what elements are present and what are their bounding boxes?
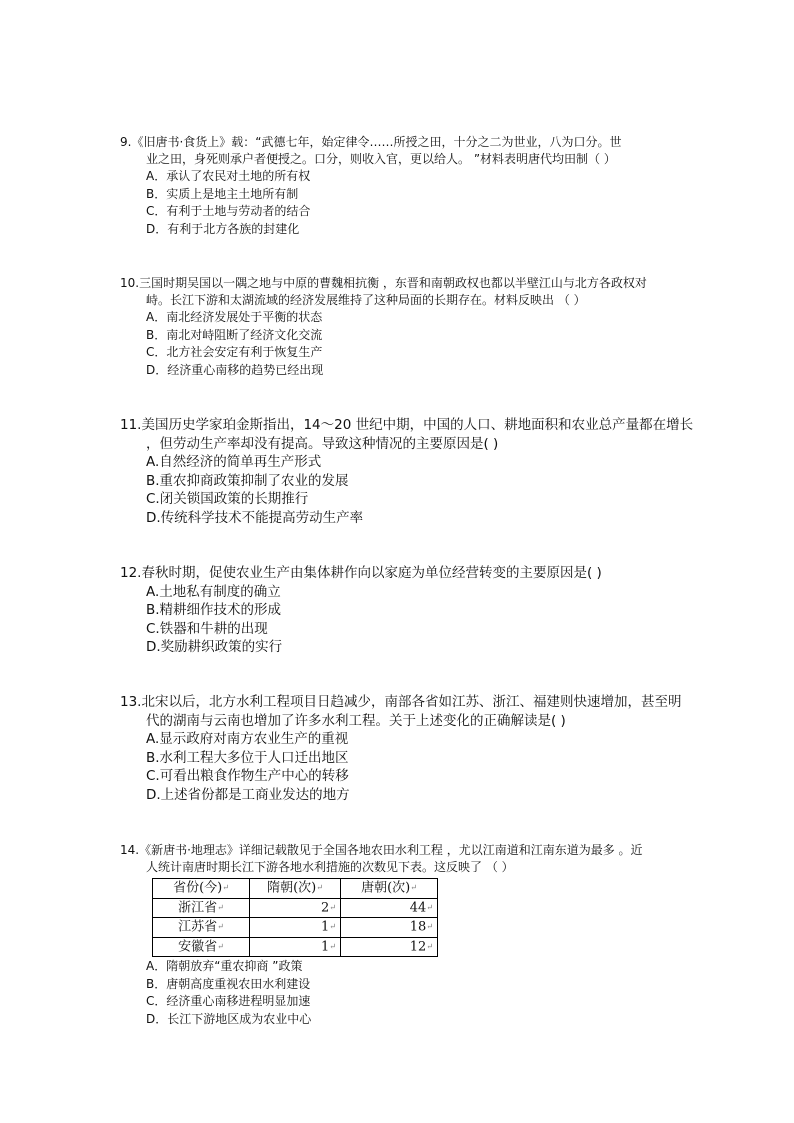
question-14-option-b: B．唐朝高度重视农田水利建设 (146, 976, 311, 991)
question-9 (120, 134, 705, 238)
question-13-stem-line-2: 代的湖南与云南也增加了许多水利工程。关于上述变化的正确解读是( ) (146, 712, 566, 729)
question-14-option-a: A．隋朝放弃“重农抑商 ”政策 (146, 959, 303, 973)
question-13 (120, 693, 705, 804)
question-12-option-a: A.土地私有制度的确立 (146, 583, 281, 600)
table-header-tang: 唐朝(次) (361, 880, 411, 896)
question-14-option-d: D．长江下游地区成为农业中心 (146, 1011, 312, 1026)
question-11-option-c: C.闭关锁国政策的长期推行 (146, 491, 309, 507)
table-cell-tang: 44 (409, 900, 427, 915)
question-13-option-c: C.可看出粮食作物生产中心的转移 (146, 768, 349, 784)
question-9-stem-line-2: 业之田，身死则承户者便授之。口分，则收入官，更以给人。 ”材料表明唐代均田制（ ） (146, 152, 616, 166)
question-14-stem-line-1: 14.《新唐书·地理志》详细记载散见于全国各地农田水利工程 ，尤以江南道和江南东道为最多 。近 (120, 843, 643, 857)
question-10 (120, 275, 705, 379)
question-10-stem-line-2: 峙。长江下游和太湖流域的经济发展维持了这种局面的长期存在。材料反映出 （ ） (146, 293, 586, 307)
irrigation-table (152, 878, 438, 957)
question-9-option-c: C．有利于土地与劳动者的结合 (146, 204, 311, 218)
question-11-stem-line-1: 11.美国历史学家珀金斯指出，14～20 世纪中期，中国的人口、耕地面积和农业总产量都在增长 (120, 417, 694, 433)
question-12-option-b: B.精耕细作技术的形成 (146, 602, 282, 618)
question-12 (120, 564, 705, 657)
question-13-option-a: A.显示政府对南方农业生产的重视 (146, 731, 349, 747)
table-cell-province: 安徽省 (178, 939, 218, 954)
table-row: 安徽省↵ 1↵ 12↵ (153, 937, 438, 957)
question-14-options (120, 958, 705, 1028)
table-header-province: 省份(今) (173, 880, 223, 896)
table-header-sui: 隋朝(次) (267, 880, 317, 896)
question-10-option-b: B．南北对峙阻断了经济文化交流 (146, 327, 323, 342)
table-cell-sui: 2 (321, 900, 330, 915)
question-11-option-b: B.重农抑商政策抑制了农业的发展 (146, 472, 349, 489)
question-9-option-d: D．有利于北方各族的封建化 (146, 221, 300, 236)
question-13-stem-line-1: 13.北宋以后，北方水利工程项目日趋减少，南部各省如江苏、浙江、福建则快速增加，甚至明 (120, 694, 682, 710)
table-cell-sui: 1 (321, 919, 330, 935)
table-cell-province: 江苏省 (178, 919, 218, 935)
question-13-option-b: B.水利工程大多位于人口迁出地区 (146, 749, 349, 766)
table-row: 浙江省↵ 2↵ 44↵ (153, 898, 438, 918)
question-11-option-d: D.传统科学技术不能提高劳动生产率 (146, 509, 364, 526)
question-11 (120, 416, 705, 527)
question-12-stem-line-1: 12.春秋时期，促使农业生产由集体耕作向以家庭为单位经营转变的主要原因是( ) (120, 565, 602, 581)
question-14 (120, 842, 705, 876)
table-cell-province: 浙江省 (178, 900, 218, 915)
question-12-option-c: C.铁器和牛耕的出现 (146, 620, 268, 637)
question-10-option-c: C．北方社会安定有利于恢复生产 (146, 345, 323, 359)
question-14-option-c: C．经济重心南移进程明显加速 (146, 994, 311, 1008)
table-cell-sui: 1 (321, 939, 330, 954)
question-10-stem-line-1: 10.三国时期吴国以一隅之地与中原的曹魏相抗衡 ，东晋和南朝政权也都以半壁江山与北方各政权对 (120, 276, 647, 290)
question-13-option-d: D.上述省份都是工商业发达的地方 (146, 786, 350, 803)
question-10-option-d: D．经济重心南移的趋势已经出现 (146, 362, 324, 377)
table-header-row: 省份(今)↵ 隋朝(次)↵ 唐朝(次)↵ (153, 879, 438, 899)
question-9-option-a: A．承认了农民对土地的所有权 (146, 169, 311, 183)
question-9-stem-line-1: 9.《旧唐书·食货上》载：“武德七年，始定律令……所授之田，十分之二为世业，八为口分。世 (120, 135, 622, 149)
table-cell-tang: 12 (409, 939, 427, 954)
question-11-option-a: A.自然经济的简单再生产形式 (146, 454, 322, 470)
question-10-option-a: A．南北经济发展处于平衡的状态 (146, 310, 323, 324)
question-12-option-d: D.奖励耕织政策的实行 (146, 639, 283, 655)
table-row: 江苏省↵ 1↵ 18↵ (153, 918, 438, 938)
table-cell-tang: 18 (409, 919, 427, 935)
question-14-stem-line-2: 人统计南唐时期长江下游各地水利措施的次数见下表。这反映了 （ ） (146, 860, 514, 874)
question-11-stem-line-2: ，但劳动生产率却没有提高。导致这种情况的主要原因是( ) (146, 435, 499, 452)
question-9-option-b: B．实质上是地主土地所有制 (146, 186, 299, 201)
